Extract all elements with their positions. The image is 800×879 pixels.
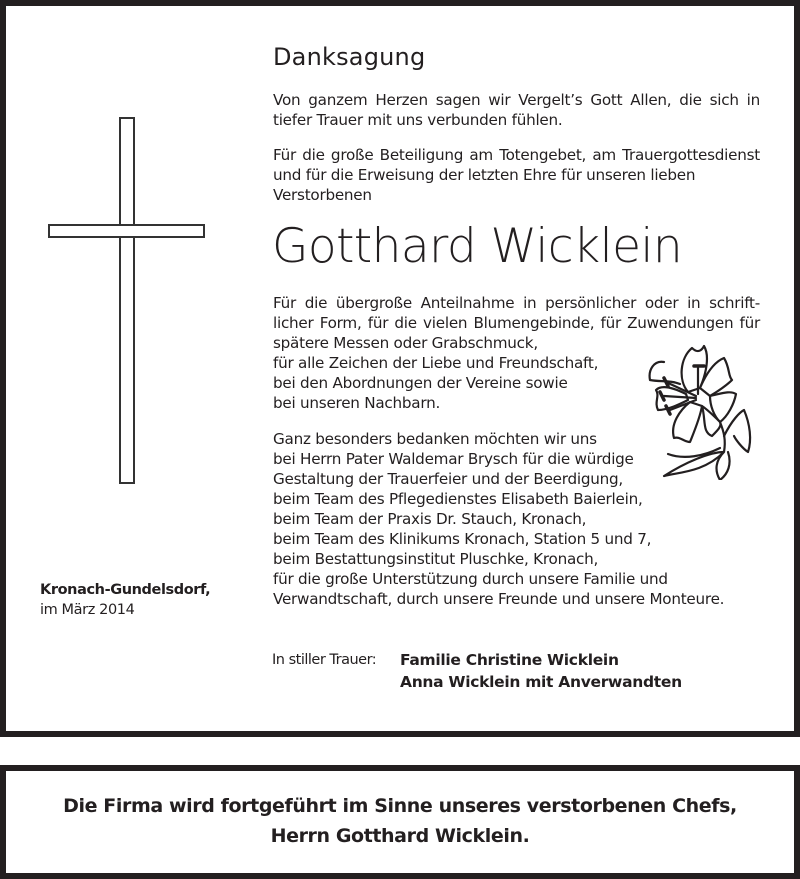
sympathy-line: Für die übergroße Anteilnahme in persönlicher oder in schrift-: [273, 294, 760, 312]
place-and-date: [40, 580, 210, 620]
participation-line: und für die Erweisung der letzten Ehre für unseren lieben: [273, 166, 696, 184]
company-notice-text: [0, 791, 800, 851]
intro-line: Von ganzem Herzen sagen wir Vergelt’s Gott Allen, die sich in: [273, 91, 760, 109]
signers: [400, 649, 682, 693]
sympathy-line: für alle Zeichen der Liebe und Freundschaft,: [273, 354, 599, 372]
sympathy-line: bei den Abordnungen der Vereine sowie: [273, 374, 568, 392]
special-thanks-line: Gestaltung der Trauerfeier und der Beerdigung,: [273, 470, 623, 488]
special-thanks-line: beim Team der Praxis Dr. Stauch, Kronach,: [273, 510, 587, 528]
participation-line: Verstorbenen: [273, 186, 372, 204]
participation-paragraph: [273, 145, 760, 205]
cross-icon: [119, 117, 135, 484]
signer: Anna Wicklein mit Anverwandten: [400, 673, 682, 691]
special-thanks-line: Verwandtschaft, durch unsere Freunde und unsere Monteure.: [273, 590, 725, 608]
special-thanks-line: für die große Unterstützung durch unsere Familie und: [273, 570, 668, 588]
sympathy-line: bei unseren Nachbarn.: [273, 394, 441, 412]
special-thanks-line: beim Team des Klinikums Kronach, Station 5 und 7,: [273, 530, 652, 548]
participation-line: Für die große Beteiligung am Totengebet, am Trauergottesdienst: [273, 146, 760, 164]
company-notice-line: Die Firma wird fortgeführt im Sinne unseres verstorbenen Chefs,: [63, 795, 737, 817]
intro-line: tiefer Trauer mit uns verbunden fühlen.: [273, 111, 563, 129]
company-notice-line: Herrn Gotthard Wicklein.: [270, 825, 530, 847]
special-thanks-line: Ganz besonders bedanken möchten wir uns: [273, 430, 597, 448]
sympathy-line: licher Form, für die vielen Blumengebinde, für Zuwendungen für: [273, 314, 760, 332]
mourning-label: In stiller Trauer:: [272, 652, 377, 668]
special-thanks-line: bei Herrn Pater Waldemar Brysch für die würdige: [273, 450, 634, 468]
special-thanks-line: beim Team des Pflegedienstes Elisabeth Baierlein,: [273, 490, 643, 508]
signer: Familie Christine Wicklein: [400, 651, 619, 669]
place: Kronach-Gundelsdorf,: [40, 582, 211, 598]
sympathy-line: spätere Messen oder Grabschmuck,: [273, 334, 538, 352]
cross-icon-junction: [121, 226, 133, 236]
lily-flower-icon: [640, 340, 760, 480]
notice-heading: Danksagung: [273, 43, 426, 71]
intro-paragraph: [273, 90, 760, 130]
special-thanks-line: beim Bestattungsinstitut Pluschke, Kronach,: [273, 550, 599, 568]
date: im März 2014: [40, 602, 135, 618]
deceased-name: Gotthard Wicklein: [272, 219, 683, 274]
